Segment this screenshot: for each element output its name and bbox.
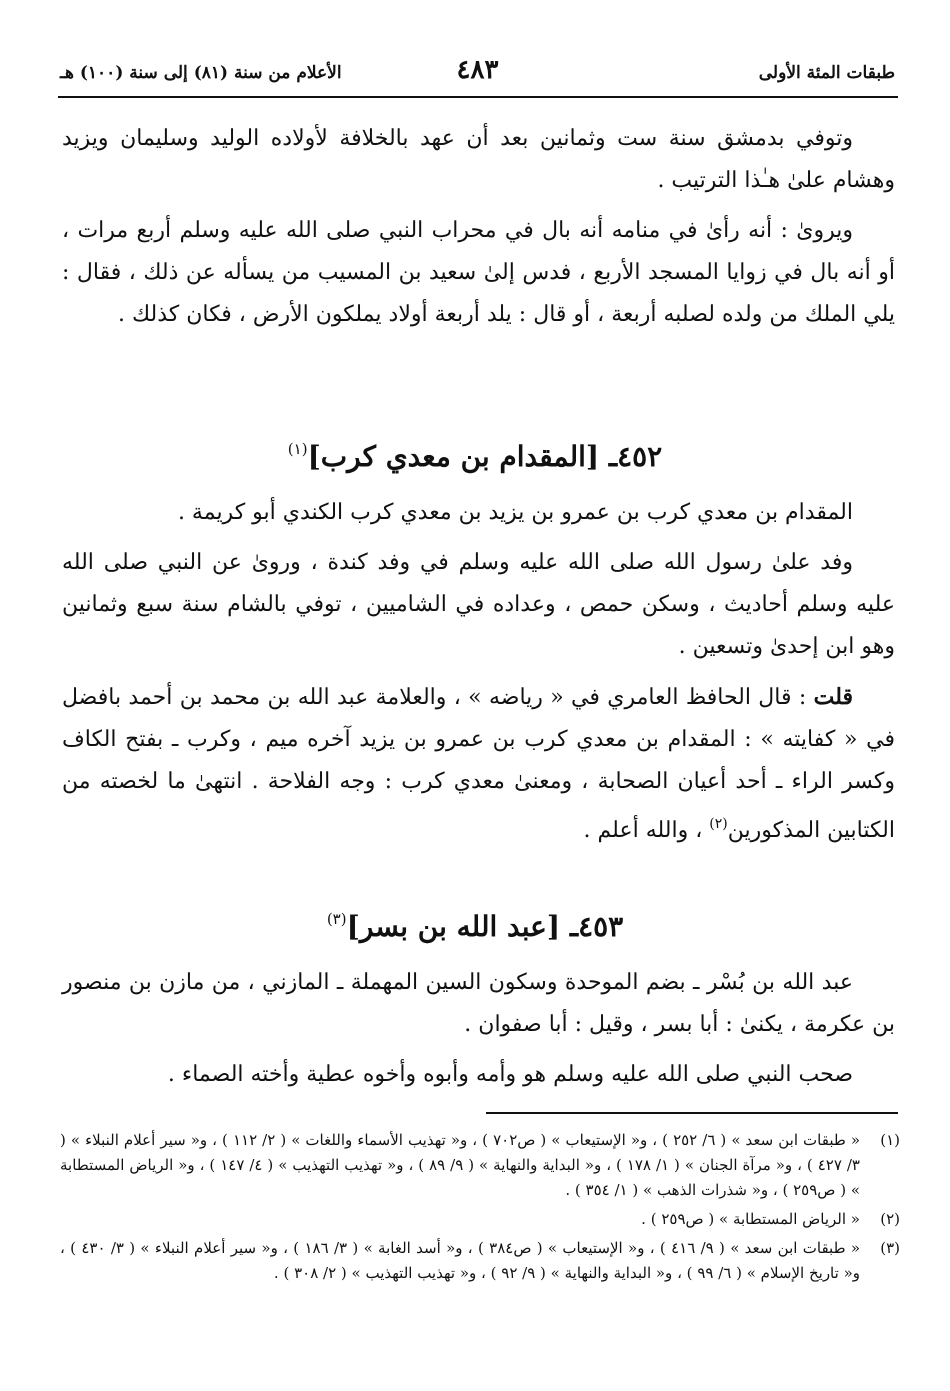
footnote (60, 1207, 900, 1232)
header-divider (58, 96, 898, 98)
note-text-end: ، والله أعلم . (583, 818, 710, 843)
paragraph: المقدام بن معدي كرب بن عمرو بن يزيد بن معدي كرب الكندي أبو كريمة . (177, 500, 853, 525)
paragraph: صحب النبي صلى الله عليه وسلم هو وأمه وأبوه وأخوه عطية وأخته الصماء . (167, 1062, 853, 1087)
paragraph-note (62, 676, 895, 852)
paragraph: ويروىٰ : أنه رأىٰ في منامه أنه بال في محراب النبي صلى الله عليه وسلم أربع مرات ، أو أنه بال في زوايا المسجد الأربع ، فدس إلىٰ سعيد بن المسيب من يسأله عن ذلك ، فقال : يلي الملك من ولده لصلبه أربعة ، أو قال : يلد أربعة أولاد يملكون الأرض ، فكان كذلك . (62, 218, 895, 327)
footnote-text: « الرياض المستطابة » ( ص٢٥٩ ) . (641, 1210, 860, 1228)
footnote-ref: (١) (287, 440, 308, 458)
entry-body-452 (62, 492, 895, 852)
entry-heading-text: ٤٥٣ـ [عبد الله بن بسر] (346, 910, 624, 943)
footnote-text: « طبقات ابن سعد » ( ٩/ ٤١٦ ) ، و« الإستيعاب » ( ص٣٨٤ ) ، و« أسد الغابة » ( ٣/ ١٨٦ ) ، و« سير أعلام النبلاء » ( ٣/ ٤٣٠ ) ، و« تاريخ الإسلام » ( ٦/ ٩٩ ) ، و« البداية والنهاية » ( ٩/ ٩٢ ) ، و« تهذيب التهذيب » ( ٢/ ٣٠٨ ) . (60, 1239, 860, 1282)
entry-body-453 (62, 962, 895, 1096)
paragraph: وتوفي بدمشق سنة ست وثمانين بعد أن عهد بالخلافة لأولاده الوليد وسليمان ويزيد وهشام علىٰ هـٰذا الترتيب . (62, 126, 895, 193)
footnote-text: « طبقات ابن سعد » ( ٦/ ٢٥٢ ) ، و« الإستيعاب » ( ص٧٠٢ ) ، و« تهذيب الأسماء واللغات » ( ٢/ ١١٢ ) ، و« سير أعلام النبلاء » ( ٣/ ٤٢٧ ) ، و« مرآة الجنان » ( ١/ ١٧٨ ) ، و« البداية والنهاية » ( ٩/ ٨٩ ) ، و« تهذيب التهذيب » ( ٤/ ١٤٧ ) ، و« الرياض المستطابة » ( ص٢٥٩ ) ، و« شذرات الذهب » ( ١/ ٣٥٤ ) . (60, 1131, 860, 1199)
paragraph: وفد علىٰ رسول الله صلى الله عليه وسلم في وفد كندة ، وروىٰ عن النبي صلى الله عليه وسلم أحاديث ، وسكن حمص ، وعداده في الشاميين ، توفي بالشام سنة سبع وثمانين وهو ابن إحدىٰ وتسعين . (62, 550, 895, 659)
footnote-number: (١) (880, 1131, 900, 1149)
footnotes (60, 1128, 900, 1286)
footnote (60, 1236, 900, 1286)
footnote (60, 1128, 900, 1203)
footnote-divider (486, 1112, 898, 1114)
entry-heading-453 (0, 910, 950, 943)
running-header (60, 55, 895, 95)
header-book-title: طبقات المئة الأولى (758, 63, 895, 83)
footnote-number: (٣) (880, 1239, 900, 1257)
header-section-range: الأعلام من سنة (٨١) إلى سنة (١٠٠) هـ (60, 63, 342, 83)
note-text: : قال الحافظ العامري في « رياضه » ، والعلامة عبد الله بن محمد بن أحمد بافضل في « كفايته » : المقدام بن معدي كرب بن عمرو بن يزيد آخره ميم ، وكرب ـ بفتح الكاف وكسر الراء ـ أحد أعيان الصحابة ، ومعنىٰ معدي كرب : وجه الفلاحة . انتهىٰ ما لخصته من الكتابين المذكورين (62, 685, 895, 843)
entry-heading-text: ٤٥٢ـ [المقدام بن معدي كرب] (307, 440, 663, 473)
page-number: ٤٨٣ (456, 55, 499, 85)
footnote-ref: (٣) (326, 910, 347, 928)
intro-block (62, 118, 895, 336)
paragraph: عبد الله بن بُسْر ـ بضم الموحدة وسكون السين المهملة ـ المازني ، من مازن بن منصور بن عكرمة ، يكنىٰ : أبا بسر ، وقيل : أبا صفوان . (62, 970, 895, 1037)
entry-heading-452 (0, 440, 950, 473)
footnote-ref: (٢) (709, 816, 728, 832)
footnote-number: (٢) (880, 1210, 900, 1228)
note-lead: قلت (813, 684, 853, 710)
